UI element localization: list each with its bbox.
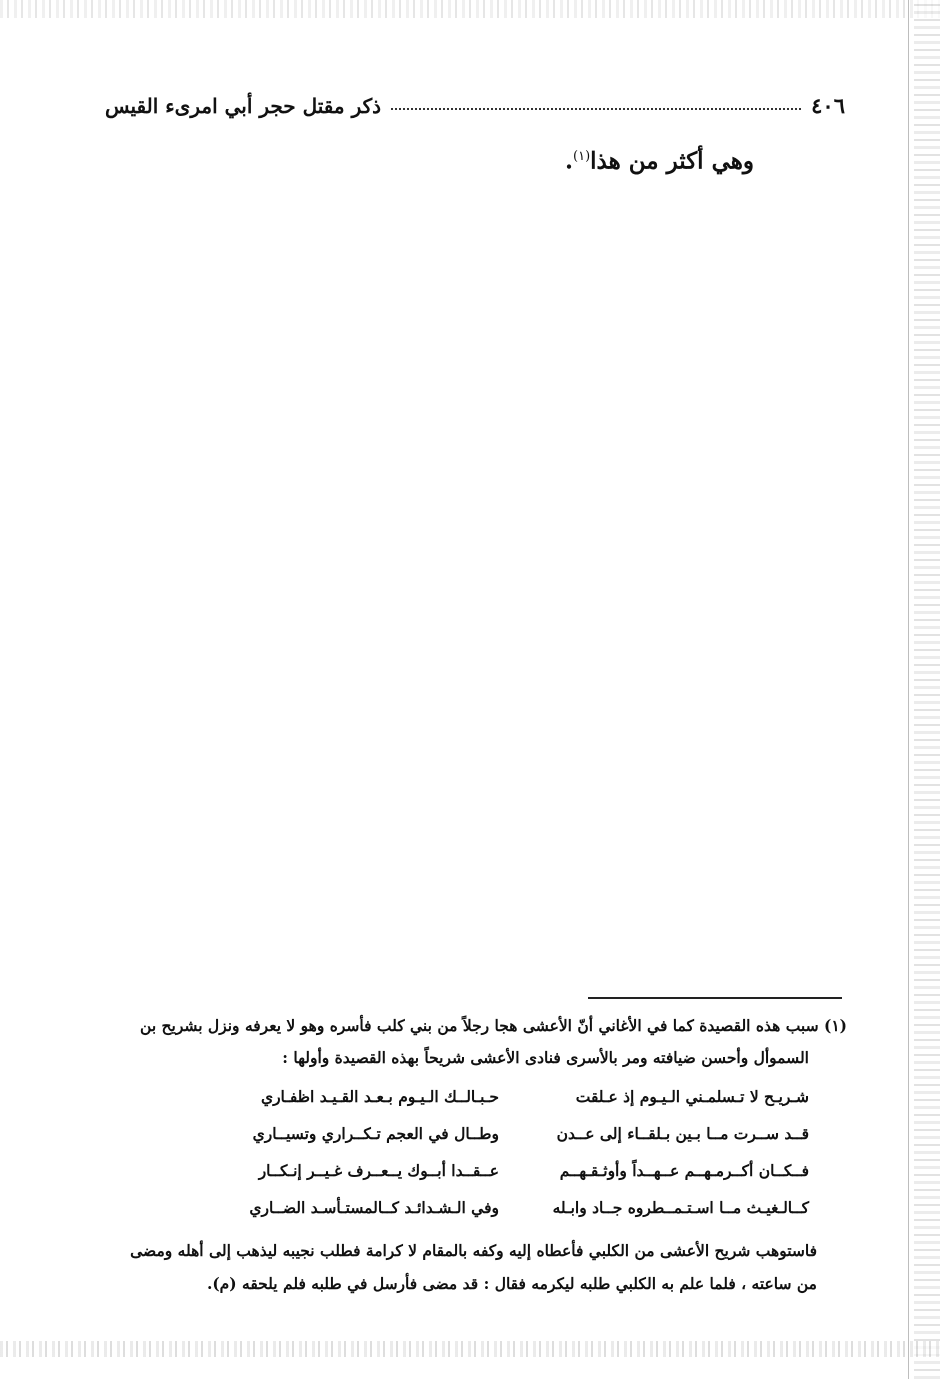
verse-second-hemistich: وطــال في العجم تـكــراري وتسيــاري [252,1123,499,1143]
scan-edge-top [0,0,940,18]
verse-second-hemistich: عــقــدا أبــوك يــعــرف غـيــر إنـكــار [258,1160,499,1180]
poem [105,1078,847,1226]
page-number: ٤٠٦ [811,93,845,118]
poem-verse [105,1115,809,1152]
closing-line-1: فاستوهب شريح الأعشى من الكلبي فأعطاه إليه وكفه بالمقام لا كرامة فطلب نجيبه ليذهب إلى أهله ومضى [130,1241,817,1260]
footnote [105,1010,847,1300]
poem-verse [105,1152,809,1189]
verse-first-hemistich: قــد ســرت مــا بـين بـلقــاء إلى عــدن [556,1123,809,1143]
verse-first-hemistich: فــكــان أكــرمـهــم عــهــداً وأوثـقـهــم [559,1160,809,1180]
closing-line-2: من ساعته ، فلما علم به الكلبي طلبه ليكرمه فقال : قد مضى فأرسل في طلبه فلم يلحقه (م). [206,1274,817,1293]
footnote-reference: (١) [573,149,591,164]
running-title: ذكر مقتل حجر أبي امرىء القيس [105,94,382,118]
verse-second-hemistich: حـبـالــك الـيـوم بـعـد القـيـد اظفـاري [260,1086,499,1106]
header-dot-leader [391,108,801,110]
footnote-line-2: السموأل وأحسن ضيافته ومر بالأسرى فنادى الأعشى شريحاً بهذه القصيدة وأولها : [282,1048,809,1067]
main-text-period: . [565,147,574,175]
footnote-separator [588,997,842,999]
scan-edge-right [914,0,940,1379]
footnote-line-1: (١) سبب هذه القصيدة كما في الأغاني أنّ الأعشى هجا رجلاً من بني كلب فأسره وهو لا يعرفه ونزل بشريح بن [140,1016,847,1035]
poem-verse [105,1078,809,1115]
scan-edge-bottom [0,1341,940,1357]
running-head [105,84,845,118]
poem-verse [105,1189,809,1226]
verse-first-hemistich: كــالـغيـث مــا اسـتـمــطروه جــاد وابـله [552,1197,809,1217]
verse-first-hemistich: شـريـح لا تـسلمـني الـيـوم إذ عـلقت [575,1086,809,1106]
footnote-closing [105,1234,847,1300]
verse-second-hemistich: وفي الـشـدائـد كــالمستـأسـد الضــاري [249,1197,499,1217]
page-frame-line [908,0,909,1379]
main-text [154,135,754,184]
main-text-line: وهي أكثر من هذا [590,147,754,175]
